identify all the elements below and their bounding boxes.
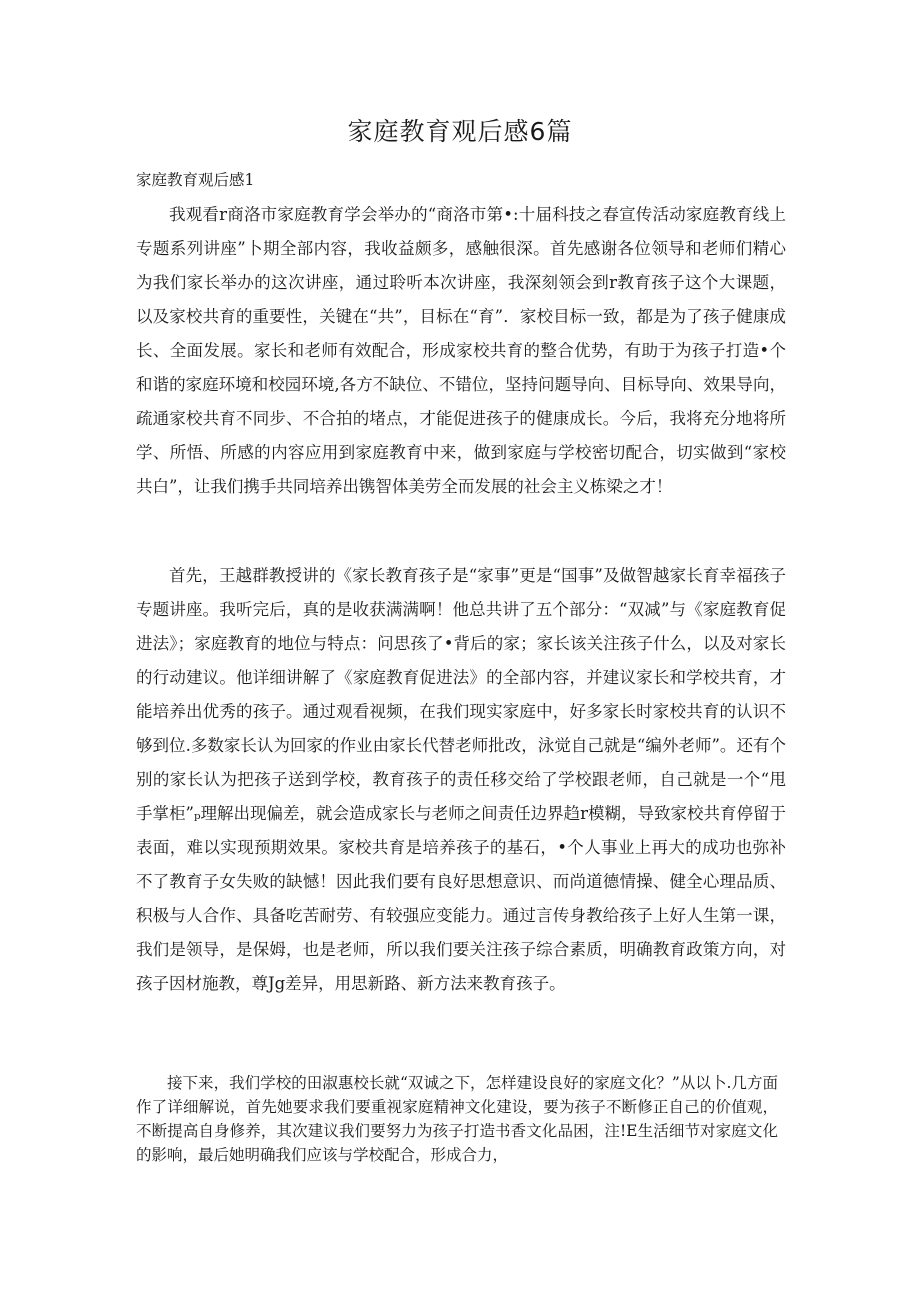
paragraph: 我观看r商洛市家庭教育学会举办的“商洛市第•:十届科技之春宣传活动家庭教育线上专题系列讲座”卜期全部内容，我收益颇多，感触很深。首先感谢各位领导和老师们精心为我们家长举办的这次讲座，通过聆听本次讲座，我深刻领会到r教育孩子这个大课题，以及家校共育的重要性，关键在“共”，目标在“育”．家校目标一致，都是为了孩子健康成长、全面发展。家长和老师有效配合，形成家校共育的整合优势，有助于为孩子打造•个和谐的家庭环境和校园环境,各方不缺位、不错位，坚持问题导向、目标导向、效果导向，疏通家校共育不同步、不合拍的堵点，才能促进孩子的健康成长。今后，我将充分地将所学、所悟、所感的内容应用到家庭教育中来，做到家庭与学校密切配合，切实做到“家校共白”，让我们携手共同培养出镌智体美劳全而发展的社会主义栋梁之才！ <box>136 205 786 496</box>
section-heading: 家庭教育观后感1 <box>136 171 255 189</box>
paragraph: 接下来，我们学校的田淑惠校长就“双诚之下，怎样建设良好的家庭文化？”从以卜.几方面作了详细解说，首先她要求我们要重视家庭精神文化建设，要为孩子不断修正自己的价值观，不断提高自身修养，其次建议我们要努力为孩子打造书香文化品困，注!E生活细节对家庭文化的影响，最后她明确我们应该与学校配合，形成合力， <box>136 1074 778 1164</box>
document-title: 家庭教育观后感6篇 <box>347 117 573 146</box>
paragraph: 首先，王越群教授讲的《家长教育孩子是“家事”更是“国事”及做智越家长育幸福孩子专题讲座。我听完后，真的是收获满满啊！他总共讲了五个部分：“双减”与《家庭教育促进法》；家庭教育的地位与特点：问思孩了•背后的家；家长该关注孩子什么，以及对家长的行动建议。他详细讲解了《家庭教育促进法》的全部内容，并建议家长和学校共育，才能培养出优秀的孩子。通过观看视频，在我们现实家庭中，好多家长时家校共育的认识不够到位.多数家长认为回家的作业由家长代替老师批改，泳觉自己就是“编外老师”。还有个别的家长认为把孩子送到学校，教育孩子的责任移交给了学校跟老师，自己就是一个“甩手掌柜”ₚ理解出现偏差，就会造成家长与老师之间责任边界趋r模糊，导致家校共育停留于表面，难以实现预期效果。家校共育是培养孩子的基石，•个人事业上再大的成功也弥补不了教育子女失败的缺憾！因此我们要有良好思想意识、而尚道德情操、健全心理品质、积极与人合作、具备吃苦耐劳、有较强应变能力。通过言传身教给孩子上好人生第一课，我们是领导，是保姆，也是老师，所以我们要关注孩子综合素质，明确教育政策方向，对孩子因材施教，尊Jg差异，用思新路、新方法来教育孩子。 <box>136 566 786 993</box>
